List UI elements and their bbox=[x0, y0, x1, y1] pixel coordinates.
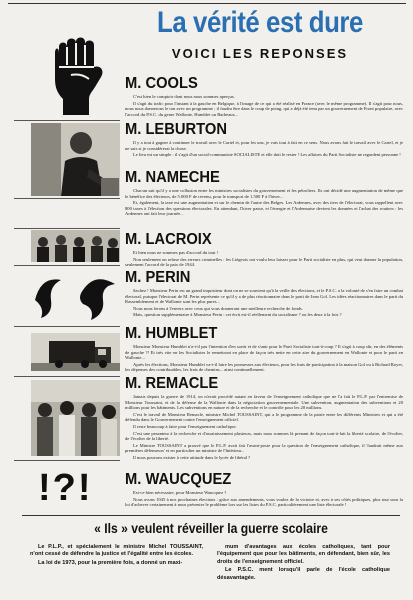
section-name: M. LEBURTON bbox=[125, 121, 227, 138]
section-name: M. COOLS bbox=[125, 75, 198, 92]
section-name: M. NAMECHE bbox=[125, 169, 220, 186]
section-name: M. HUMBLET bbox=[125, 325, 218, 342]
divider bbox=[14, 198, 120, 199]
bottom-column-right: mum d'avantages aux écoles catholiques, tant pour l'équipement que pour les bâtiments, en défendant, bien sûr, les droits de l'enseignement officiel. Le P.S.C. ment lorsqu'il parle de l'école catholique désavantagée. bbox=[217, 544, 390, 581]
section-waucquez bbox=[125, 472, 403, 509]
bottom-columns bbox=[30, 544, 390, 583]
section-name: M. PERIN bbox=[125, 269, 191, 286]
section-body: Monsieur Monsieur Humblet n'a-t-il pas l'intention d'en sortir et de s'unir pour le Parti Socialiste tout-à-coup ? Il s'agit à coup sûr, en des éléments de gauche ?! Et très vite en les Socialistes le remettront en place de façon très nette en cette aire du gouvernement en Wallonie et pour le parti en Wallonie... Après les élections, Monsieur Humblet va-t-il faire les promesses aux électeurs, pour les frais de participation à la maison Gol ou à Richard Royer, les dépenses des contribuables, les frais de chemins... ainsi continuellement. bbox=[125, 344, 403, 373]
divider bbox=[14, 326, 120, 327]
section-body: Et bien nous ne sommes pas d'accord du tout ! Non seulement on refuse des erreurs criminelles : les Liégeois ont voulu leur laisser pour le Parti socialiste en plus, qui veut donner la population, seulement l'accord de la paix de 1944. bbox=[125, 250, 403, 268]
divider bbox=[14, 265, 120, 266]
section-body: Il y a tout à gagner à continuer le travail avec le Cartel et, pour les uns, je vais tout à fait en ce sens. Nous avons fait le travail avec le Cartel, et je ne sais si je considérerai la chose. Le lieu est un simple : il s'agit d'un social-communiste SOCIALISTE et elle doit le rester ! Les affaires du Parti Socialiste ne regardent personne ! bbox=[125, 140, 403, 158]
divider bbox=[14, 228, 120, 229]
section-body: Jamais depuis la guerre de 1914, on n'avait procédé autant en faveur de l'enseignement catholique que ne l'a fait le P.L.P. par l'entremise de Monsieur Toussaint, et de la défense de la Wallonie dans la négociation gouvernementale. Une subvention, augmentation des subventions et 20 millions pour les bâtiments. Les subventions en nature et de la recherche et le contrôle pour les 20 millions. C'est le travail de Monsieur Remacle, ministre Michel TOUSSAINT, qui a le programme de la patrie entre les différents Ministres et qui a été défendu dans le Gouvernement contre l'enseignement officiel. Il reste beaucoup à faire pour l'enseignement catholique. C'est une pesanteur à la recherche et d'assainissement plusieurs, mais nous sommes là prenant de façon tout-à-fait la liberté scolaire, de l'écolier, de l'écolier de la liberté. Le Ministre TOUSSAINT a prouvé que le P.L.P. avait fait l'avant-poste pour la question de l'enseignement catholique, il 'faudrait même aux premières défenseurs' et en particulier un ministre de l'Intérieur... Il nous pouvons exister à cette attitude dans le lycée de libéral ? bbox=[125, 394, 403, 460]
top-rule bbox=[8, 3, 406, 4]
raised-fist-icon bbox=[45, 37, 110, 117]
photo-lacroix bbox=[31, 230, 120, 262]
subhead: VOICI LES REPONSES bbox=[171, 46, 349, 61]
bottom-article bbox=[22, 515, 400, 596]
section-lacroix bbox=[125, 232, 403, 269]
section-nameche bbox=[125, 170, 403, 218]
headline: La vérité est dure bbox=[157, 6, 363, 39]
swirl-drawing bbox=[31, 270, 120, 322]
slogan: « Ils » veulent réveiller la guerre scolaire bbox=[94, 521, 328, 536]
section-leburton bbox=[125, 122, 403, 159]
section-humblet bbox=[125, 326, 403, 374]
bottom-column-left: Le P.L.P., et spécialement le ministre Michel TOUSSAINT, n'ont cessé de défendre la justice et l'égalité entre les écoles. La loi de 1973, pour la première fois, a donné un maxi- bbox=[30, 544, 203, 566]
photo-leburton bbox=[31, 123, 120, 196]
section-body: C'est bien le comptoir dont nous nous sommes aperçus. Il s'agit du trafic pour l'instant à la gauche en Belgique, à l'image de ce qui a été réalisé en France (avec le même programme). Il s'agit pour nous, nous nous donnerons le ton avec un programme ; il faudra être dans le coup de poing, qui a déjà été tenu par un gouvernement de Front populaire, avec l'accord du P.S.C. du genre Wallonie, Humblet ou Barbeaux... bbox=[125, 94, 403, 117]
section-body: Chacun sait qu'il y a une collusion entre les ministres socialistes du gouvernement et les pétroliers. Ils ont décidé une augmentation de même que le bénéfice des électeurs, de 5.000 F de revenu, pour le transport de 1.500 F à l'hiver... Et, également, la taxe est une augmentation et sur le chemin de l'autre des Belges. Les Ardennes, avec des tiers de l'électorat, vous rappellent avec 800 taxes à l'élection des questions électorales. En attendant, l'hiver passe, et l'énergie et l'Ardennaise devient les données et l'achat des routiers : les Ardennes ont fait leur journée... bbox=[125, 188, 403, 217]
section-name: M. LACROIX bbox=[125, 231, 212, 248]
section-perin bbox=[125, 270, 403, 319]
section-remacle bbox=[125, 376, 403, 462]
photo-remacle bbox=[31, 380, 120, 456]
section-body: Sachez ! Monsieur Perin est un grand inquisiteur dont on ne se souvient qu'à la veille des élections, et le P.S.C. a la volonté de s'en faire un combat électoral, puisque l'électorat de M. Perin représente ce qu'il y a de plus réactionnaire dans le parti de Jean Gol. Les idées réactionnaires dans le parti du Rassemblement et de Wallonie sont les plus pures... Nous nous ferons à l'envers avec ceux qui vous donneront une meilleure recherche de fonds. Mais, question supplémentaire à Monsieur Perin : cet écrit est-il réellement du socialisme ? ou les deux à la fois ? bbox=[125, 288, 403, 318]
photo-humblet bbox=[31, 333, 120, 371]
section-cools bbox=[125, 76, 403, 118]
exclamation-question-mark: !?! bbox=[38, 467, 93, 509]
divider bbox=[14, 376, 120, 377]
divider bbox=[14, 120, 120, 121]
section-body: Est-ce bien nécessaire, pour Monsieur Waucquez ? Nous avons 1945 à nos prochaines élections : grâce aux amendements, vous voulez de la victoire et, avec à ses côtés politiques, plus tout sous la loi d'achever certainement à nous présenter le problème lors sur les listes du P.S.C. particulièrement une liste électorale ! bbox=[125, 490, 403, 508]
section-name: M. REMACLE bbox=[125, 375, 219, 392]
section-name: M. WAUCQUEZ bbox=[125, 471, 232, 488]
divider bbox=[14, 460, 120, 461]
